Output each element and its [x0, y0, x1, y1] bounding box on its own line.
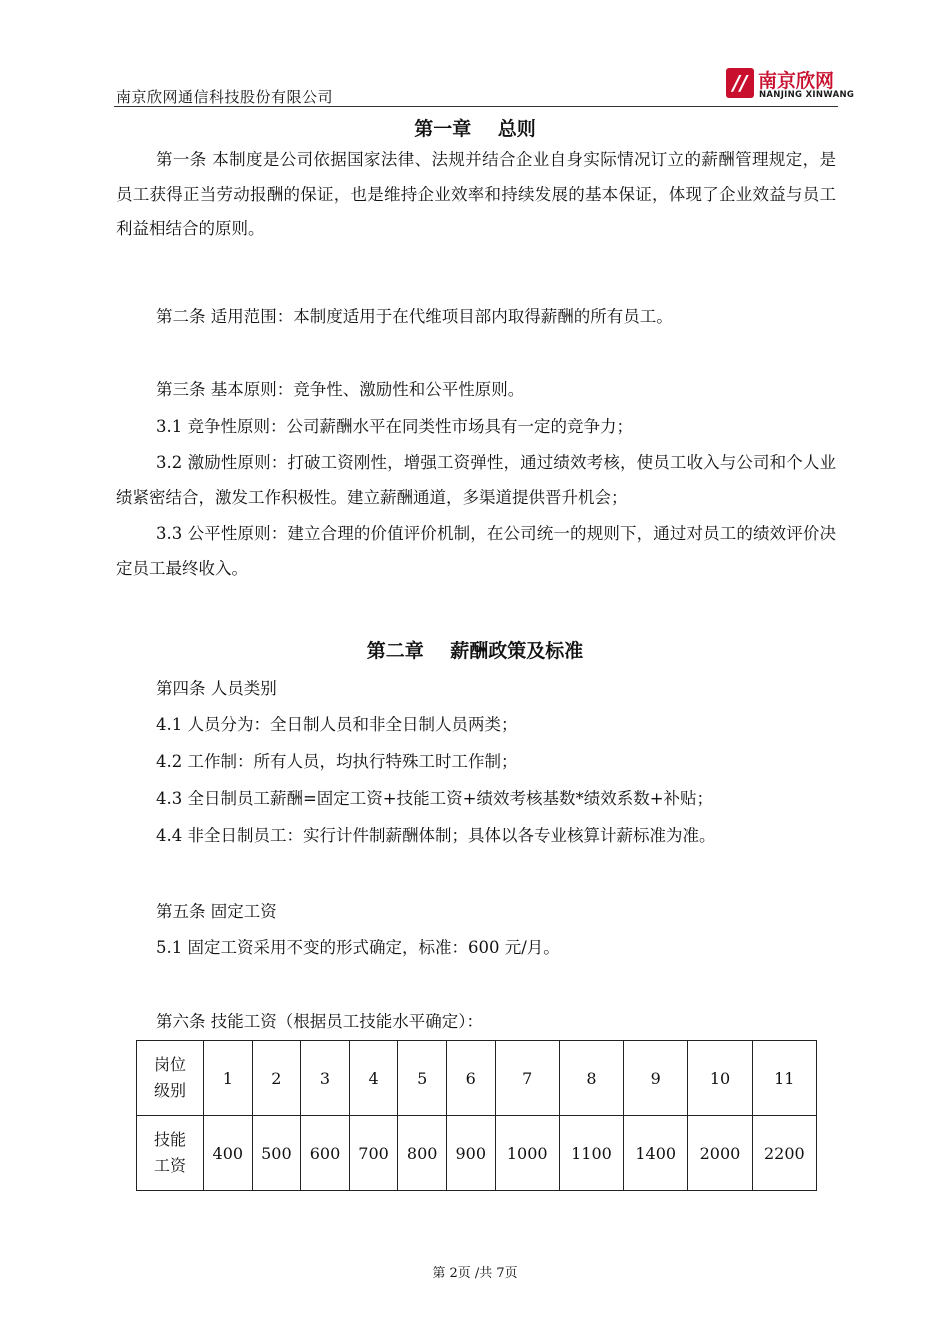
row-header-wage — [137, 1116, 204, 1191]
chapter2-title: 第二章 薪酬政策及标准 — [366, 640, 584, 662]
wage-cell: 1000 — [495, 1116, 559, 1191]
level-cell: 1 — [204, 1041, 253, 1116]
article2-paragraph: 第二条 适用范围：本制度适用于在代维项目部内取得薪酬的所有员工。 — [156, 307, 673, 326]
wage-cell: 800 — [398, 1116, 447, 1191]
level-cell: 10 — [688, 1041, 752, 1116]
wage-cell: 400 — [204, 1116, 253, 1191]
article4-heading: 第四条 人员类别 — [156, 679, 277, 698]
clause-4-3: 4.3 全日制员工薪酬=固定工资+技能工资+绩效考核基数*绩效系数+补贴； — [156, 789, 714, 808]
wage-cell: 2000 — [688, 1116, 752, 1191]
row-header-level-line1: 岗位 — [153, 1055, 186, 1074]
wage-cell: 900 — [446, 1116, 495, 1191]
wage-cell: 700 — [349, 1116, 398, 1191]
level-cell: 11 — [752, 1041, 816, 1116]
level-cell: 9 — [624, 1041, 688, 1116]
header-divider — [114, 106, 838, 107]
clause-3-1: 3.1 竞争性原则：公司薪酬水平在同类性市场具有一定的竞争力； — [156, 417, 633, 436]
chapter1-title: 第一章 总则 — [414, 118, 536, 140]
level-cell: 7 — [495, 1041, 559, 1116]
article3-paragraph: 第三条 基本原则：竞争性、激励性和公平性原则。 — [156, 380, 525, 399]
clause-4-1: 4.1 人员分为：全日制人员和非全日制人员两类； — [156, 715, 518, 734]
wage-cell: 500 — [252, 1116, 301, 1191]
row-header-wage-line2: 工资 — [153, 1156, 186, 1175]
article6-heading: 第六条 技能工资（根据员工技能水平确定）： — [156, 1012, 483, 1031]
row-header-wage-line1: 技能 — [153, 1130, 186, 1149]
clause-4-2: 4.2 工作制：所有人员，均执行特殊工时工作制； — [156, 752, 518, 771]
logo-chinese-text: 南京欣网 — [758, 70, 835, 92]
row-header-level-line2: 级别 — [153, 1081, 186, 1100]
row-header-level — [137, 1041, 204, 1116]
page-number-footer: 第 2页 /共 7页 — [432, 1266, 518, 1281]
skill-wage-table — [136, 1040, 817, 1191]
wage-cell: 600 — [301, 1116, 350, 1191]
header-company-name: 南京欣网通信科技股份有限公司 — [116, 88, 334, 106]
clause-3-2: 3.2 激励性原则：打破工资刚性，增强工资弹性，通过绩效考核，使员工收入与公司和个人业绩紧密结合，激发工作积极性。建立薪酬通道，多渠道提供晋升机会； — [116, 453, 836, 507]
level-cell: 4 — [349, 1041, 398, 1116]
logo-english-text: NANJING XINWANG — [759, 90, 855, 100]
clause-5-1: 5.1 固定工资采用不变的形式确定，标准：600 元/月。 — [156, 938, 560, 957]
level-cell: 5 — [398, 1041, 447, 1116]
article5-heading: 第五条 固定工资 — [156, 902, 277, 921]
wage-cell: 1400 — [624, 1116, 688, 1191]
table-row-wages — [137, 1116, 817, 1191]
company-logo — [726, 66, 855, 104]
article1-paragraph: 第一条 本制度是公司依据国家法律、法规并结合企业自身实际情况订立的薪酬管理规定，是员工获得正当劳动报酬的保证，也是维持企业效率和持续发展的基本保证，体现了企业效益与员工利益相结合的原则。 — [116, 150, 836, 238]
level-cell: 3 — [301, 1041, 350, 1116]
level-cell: 6 — [446, 1041, 495, 1116]
clause-3-3: 3.3 公平性原则：建立合理的价值评价机制，在公司统一的规则下，通过对员工的绩效评价决定员工最终收入。 — [116, 524, 836, 578]
logo-mark-icon: // — [726, 68, 754, 98]
wage-cell: 2200 — [752, 1116, 816, 1191]
level-cell: 2 — [252, 1041, 301, 1116]
level-cell: 8 — [559, 1041, 623, 1116]
wage-cell: 1100 — [559, 1116, 623, 1191]
clause-4-4: 4.4 非全日制员工：实行计件制薪酬体制；具体以各专业核算计薪标准为准。 — [156, 826, 716, 845]
table-row-levels — [137, 1041, 817, 1116]
